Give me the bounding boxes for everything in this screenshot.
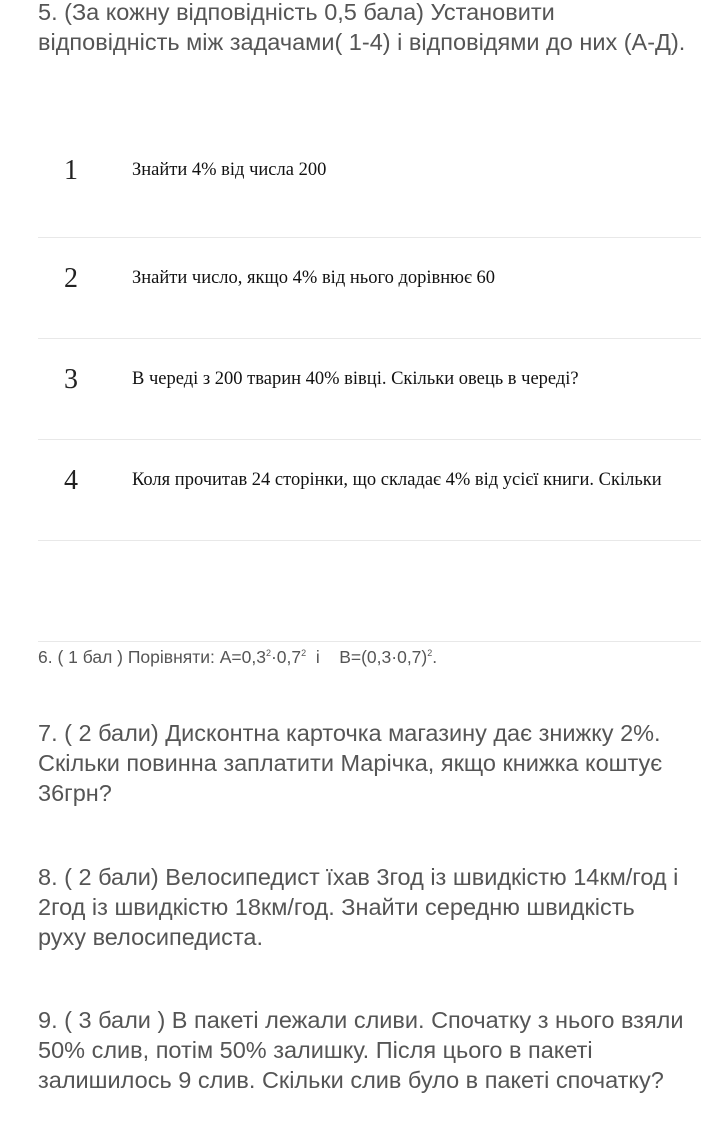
task-text: Знайти 4% від числа 200	[132, 160, 327, 180]
q6-exponent: 2	[427, 648, 433, 658]
q6-suffix: .	[432, 647, 438, 667]
question-6	[38, 640, 687, 670]
empty-row	[38, 541, 701, 642]
question-8: 8. ( 2 бали) Велосипедист їхав 3год із швидкістю 14км/год і 2год із швидкістю 18км/год. Знайти середню швидкість руху велосипедиста.	[38, 864, 679, 950]
task-text: Коля прочитав 24 сторінки, що складає 4% від усієї книги. Скільки	[132, 470, 662, 490]
task-number: 1	[64, 155, 78, 186]
question-9: 9. ( 3 бали ) В пакеті лежали сливи. Спочатку з нього взяли 50% слив, потім 50% залишку. Після цього в пакеті залишилось 9 слив. Скільки слив було в пакеті спочатку?	[38, 1007, 684, 1093]
q6-sep: і B=(0,3·0,7)	[306, 647, 428, 667]
task-number: 3	[64, 364, 78, 395]
question-7: 7. ( 2 бали) Дисконтна карточка магазину дає знижку 2%. Скільки повинна заплатити Марічка, якщо книжка коштує 36грн?	[38, 720, 663, 806]
matching-table	[38, 130, 701, 642]
task-text: В череді з 200 тварин 40% вівці. Скільки овець в череді?	[132, 369, 579, 389]
table-row	[38, 339, 701, 440]
table-row	[38, 238, 701, 339]
task-number: 2	[64, 263, 78, 294]
q6-mid: ·0,7	[270, 647, 302, 667]
table-row	[38, 130, 701, 238]
task-number: 4	[64, 465, 78, 496]
q6-prefix: 6. ( 1 бал ) Порівняти: A=0,3	[38, 647, 266, 667]
task-text: Знайти число, якщо 4% від нього дорівнює 60	[132, 268, 496, 288]
question-5: 5. (За кожну відповідність 0,5 бала) Установити відповідність між задачами( 1-4) і відповідями до них (А-Д).	[38, 0, 686, 55]
q6-exponent: 2	[265, 648, 271, 658]
q6-exponent: 2	[301, 648, 307, 658]
table-row	[38, 440, 701, 541]
